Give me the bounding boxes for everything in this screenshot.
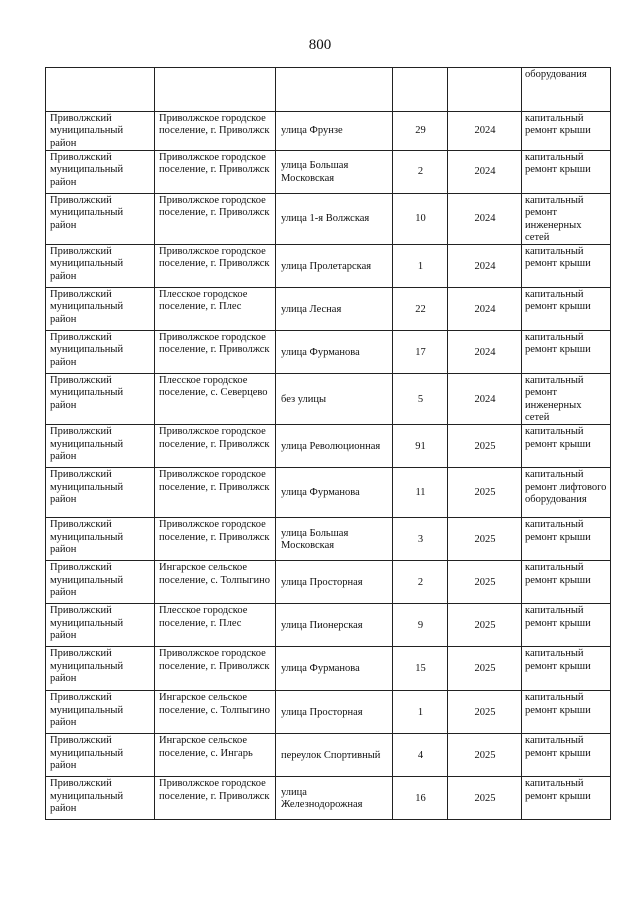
settlement-cell: Плесское городское поселение, г. Плес [155, 604, 276, 647]
house-cell [393, 68, 448, 112]
settlement-cell: Ингарское сельское поселение, с. Ингарь [155, 734, 276, 777]
street-cell: улица Фурманова [276, 468, 393, 518]
district-cell: Приволжский муниципальный район [46, 691, 155, 734]
table-row [46, 112, 611, 151]
work-type-cell: капитальный ремонт крыши [522, 734, 611, 777]
work-type-cell: капитальный ремонт крыши [522, 691, 611, 734]
year-cell: 2024 [448, 112, 522, 151]
district-cell: Приволжский муниципальный район [46, 374, 155, 425]
year-cell: 2025 [448, 518, 522, 561]
table-row [46, 288, 611, 331]
street-cell: улица Фрунзе [276, 112, 393, 151]
house-number-cell: 11 [393, 468, 448, 518]
work-type-cell: капитальный ремонт крыши [522, 647, 611, 691]
district-cell: Приволжский муниципальный район [46, 331, 155, 374]
table-row [46, 518, 611, 561]
district-cell: Приволжский муниципальный район [46, 561, 155, 604]
table-row-continuation [46, 68, 611, 112]
district-cell: Приволжский муниципальный район [46, 647, 155, 691]
table-row [46, 561, 611, 604]
work-type-cell: капитальный ремонт крыши [522, 777, 611, 820]
table-row [46, 425, 611, 468]
table-row [46, 468, 611, 518]
work-type-cell: капитальный ремонт крыши [522, 331, 611, 374]
work-type-cell: капитальный ремонт крыши [522, 288, 611, 331]
street-cell: улица Большая Московская [276, 518, 393, 561]
street-cell: улица Пролетарская [276, 245, 393, 288]
house-number-cell: 91 [393, 425, 448, 468]
settlement-cell: Плесское городское поселение, с. Северцево [155, 374, 276, 425]
district-cell: Приволжский муниципальный район [46, 112, 155, 151]
table-row [46, 151, 611, 194]
district-cell: Приволжский муниципальный район [46, 151, 155, 194]
house-number-cell: 2 [393, 151, 448, 194]
street-cell: улица Большая Московская [276, 151, 393, 194]
year-cell: 2024 [448, 194, 522, 245]
street-cell: улица Фурманова [276, 647, 393, 691]
street-cell: улица Просторная [276, 691, 393, 734]
year-cell: 2024 [448, 288, 522, 331]
table-row [46, 245, 611, 288]
table-row [46, 374, 611, 425]
street-cell: улица Просторная [276, 561, 393, 604]
house-number-cell: 1 [393, 245, 448, 288]
table-row [46, 647, 611, 691]
settlement-cell: Приволжское городское поселение, г. Приволжск [155, 194, 276, 245]
work-type-cell: капитальный ремонт крыши [522, 245, 611, 288]
street-cell: переулок Спортивный [276, 734, 393, 777]
house-number-cell: 4 [393, 734, 448, 777]
settlement-cell: Ингарское сельское поселение, с. Толпыгино [155, 561, 276, 604]
district-cell: Приволжский муниципальный район [46, 468, 155, 518]
district-cell: Приволжский муниципальный район [46, 734, 155, 777]
year-cell: 2024 [448, 245, 522, 288]
year-cell: 2025 [448, 734, 522, 777]
house-number-cell: 16 [393, 777, 448, 820]
page-number: 800 [308, 37, 332, 53]
year-cell: 2025 [448, 468, 522, 518]
district-cell: Приволжский муниципальный район [46, 288, 155, 331]
year-cell: 2025 [448, 691, 522, 734]
street-cell: улица Железнодорожная [276, 777, 393, 820]
work-type-cell: оборудования [522, 68, 611, 112]
district-cell: Приволжский муниципальный район [46, 518, 155, 561]
settlement-cell: Приволжское городское поселение, г. Приволжск [155, 468, 276, 518]
house-number-cell: 22 [393, 288, 448, 331]
settlement-cell: Приволжское городское поселение, г. Приволжск [155, 245, 276, 288]
work-type-cell: капитальный ремонт крыши [522, 518, 611, 561]
district-cell: Приволжский муниципальный район [46, 425, 155, 468]
year-cell: 2025 [448, 647, 522, 691]
district-cell [46, 68, 155, 112]
house-number-cell: 5 [393, 374, 448, 425]
house-number-cell: 2 [393, 561, 448, 604]
settlement-cell: Плесское городское поселение, г. Плес [155, 288, 276, 331]
settlement-cell: Приволжское городское поселение, г. Приволжск [155, 425, 276, 468]
work-type-cell: капитальный ремонт крыши [522, 604, 611, 647]
street-cell: улица Пионерская [276, 604, 393, 647]
street-cell: улица Лесная [276, 288, 393, 331]
street-cell: без улицы [276, 374, 393, 425]
work-type-cell: капитальный ремонт инженерных сетей [522, 374, 611, 425]
house-number-cell: 10 [393, 194, 448, 245]
settlement-cell: Приволжское городское поселение, г. Приволжск [155, 518, 276, 561]
district-cell: Приволжский муниципальный район [46, 245, 155, 288]
district-cell: Приволжский муниципальный район [46, 194, 155, 245]
work-type-cell: капитальный ремонт инженерных сетей [522, 194, 611, 245]
settlement-cell: Приволжское городское поселение, г. Приволжск [155, 151, 276, 194]
street-cell [276, 68, 393, 112]
street-cell: улица 1-я Волжская [276, 194, 393, 245]
work-type-cell: капитальный ремонт лифтового оборудования [522, 468, 611, 518]
street-cell: улица Фурманова [276, 331, 393, 374]
house-number-cell: 9 [393, 604, 448, 647]
work-type-cell: капитальный ремонт крыши [522, 425, 611, 468]
year-cell: 2025 [448, 561, 522, 604]
table-row [46, 734, 611, 777]
housing-repair-table [45, 67, 611, 820]
table-row [46, 604, 611, 647]
year-cell: 2024 [448, 151, 522, 194]
table-row [46, 691, 611, 734]
year-cell: 2024 [448, 374, 522, 425]
settlement-cell: Ингарское сельское поселение, с. Толпыгино [155, 691, 276, 734]
district-cell: Приволжский муниципальный район [46, 604, 155, 647]
work-type-cell: капитальный ремонт крыши [522, 112, 611, 151]
settlement-cell: Приволжское городское поселение, г. Приволжск [155, 112, 276, 151]
settlement-cell: Приволжское городское поселение, г. Приволжск [155, 777, 276, 820]
house-number-cell: 29 [393, 112, 448, 151]
year-cell [448, 68, 522, 112]
table-row [46, 331, 611, 374]
house-number-cell: 1 [393, 691, 448, 734]
house-number-cell: 15 [393, 647, 448, 691]
settlement-cell: Приволжское городское поселение, г. Приволжск [155, 331, 276, 374]
work-type-cell: капитальный ремонт крыши [522, 151, 611, 194]
year-cell: 2025 [448, 777, 522, 820]
street-cell: улица Революционная [276, 425, 393, 468]
house-number-cell: 3 [393, 518, 448, 561]
settlement-cell [155, 68, 276, 112]
work-type-cell: капитальный ремонт крыши [522, 561, 611, 604]
year-cell: 2025 [448, 425, 522, 468]
table-row [46, 194, 611, 245]
year-cell: 2024 [448, 331, 522, 374]
table-row [46, 777, 611, 820]
year-cell: 2025 [448, 604, 522, 647]
house-number-cell: 17 [393, 331, 448, 374]
district-cell: Приволжский муниципальный район [46, 777, 155, 820]
settlement-cell: Приволжское городское поселение, г. Приволжск [155, 647, 276, 691]
